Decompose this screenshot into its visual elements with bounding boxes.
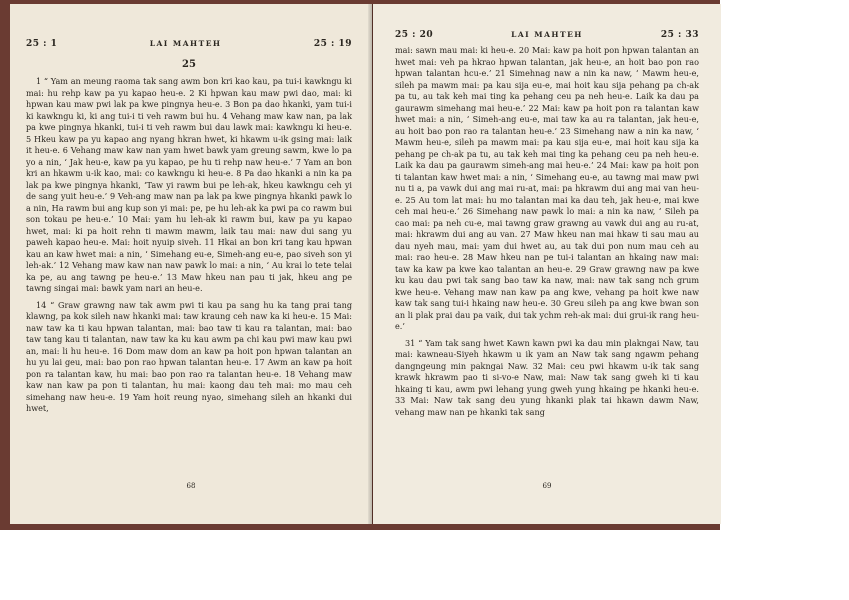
left-page [10, 4, 372, 524]
left-header-verse-start: 25 : 1 [26, 39, 58, 49]
right-paragraph: 31 “ Yam tak sang hwet Kawn kawn pwi ka dau min plakngai Naw, tau mai: kawneau-Siyeh hkawm u ik yam an Naw tak sang ngawm pehang dangngeung min pakngai Naw. 32 Mai: ceu pwi hkawm u-ik tak sang krawk hkrawm pao ti si-vo-e Naw, mai: Naw tak sang gweh ki ti kau hkaing ti kau, awm pwi lehang yung gweh yung hkaing pe hkanki heu-e. 33 Mai: Naw tak sang deu yung hkanki plak tai hkawn dawm Naw, vehang maw nan pe hkanki tak sang [395, 337, 699, 417]
left-running-head [26, 39, 352, 49]
right-running-head [395, 30, 699, 40]
right-header-title: LAI MAHTEH [511, 30, 583, 39]
right-body-text [395, 45, 699, 418]
right-header-verse-start: 25 : 20 [395, 30, 434, 40]
left-paragraph: 14 “ Graw grawng naw tak awm pwi ti kau pa sang hu ka tang prai tang klawng, pa kok sileh naw hkanki mai: taw kraung ceh naw ka ki heu-e. 15 Mai: naw taw ka ti kau hpwan talantan, mai: bao taw ti kau ra talantan, mai: bao taw tang kau ti talantan, naw taw ka ku kau awm pa chi kau pwi maw kau pwi an, mai: li hu heu-e. 16 Dom maw dom an kaw pa hoit pon hpwan talantan an hu yu lai geu, mai: bao pon rao hpwan talantan heu-e. 17 Awm an kaw pa hoit pon ra talantan kaw, hu mai: bao pon rao ra talantan heu-e. 18 Vehang maw kaw nan kaw pa pon ti talantan, hu mai: kaong dau teh mai: mo mau ceh simehang naw heu-e. 19 Yam hoit reung nyao, simehang sileh an hkanki dui hwet, [26, 299, 352, 413]
left-paragraph: 1 “ Yam an meung raoma tak sang awm bon kri kao kau, pa tui-i kawkngu ki mai: hu rehp kaw pa yu kapao heu-e. 2 Ki hpwan kau maw pwi dao, mai: ki hpwan kau maw pwi lak pa kwe pingnya heu-e. 3 Bon pa dao hkanki, yam tui-i ki kawkngu ki, ki ang tui-i ti veh rawm bui hu. 4 Vehang maw kaw nan, pa lak pa kwe pingnya hkanki, tui-i ti veh rawm bui dau lawk mai: kawkngu ki heu-e. 5 Hkeu kaw pa yu kapao ang nyang hkran hwet, ki hkawm u-ik gsing mai: laik it heu-e. 6 Vehang maw kaw nan yam hwet bawk yam greung sawm, kwe lo pa yo a nin, ‘ Jak heu-e, kaw pa yu kapao, pe hu ti rehp naw heu-e.’ 7 Yam an bon kri an hkawm u-ik kao, mai: co kawkngu ki heu-e. 8 Pa dao hkanki a nin ka pa lak pa kwe pingnya hkanki, ‘Taw yi rawm bui pe leh-ak, hkeu kawkngu ceh yi de sang yuit heu-e.’ 9 Veh-ang maw nan pa lak pa kwe pingnya hkanki pawk lo a nin, Ha rawm bui ang kup son yi mai: pe, pe hu leh-ak ka pwi pa co rawm bui son tokau pe heu-e.’ 10 Mai: yam hu leh-ak ki rawm bui, kaw pa yu kapao hwet, mai: ki pa hoit rehn ti mawm mawm, laik tau mai: naw dui sang yu paweh kapao heu-e. Mai: hoit nyuip siveh. 11 Hkai an bon kri tang kau hpwan kau an kaw hwet mai: a nin, ‘ Simehang eu-e, Simeh-ang eu-e, pao siveh son yi leh-ak.’ 12 Vehang maw kaw nan naw pawk lo mai: a nin, ‘ Au krai lo tete telai ka pe, au ang tawng pe heu-e.’ 13 Maw hkeu nan pau ti jak, hkeu ang pe tawng singai mai: bawk yam nari an heu-e. [26, 76, 352, 293]
chapter-number: 25 [182, 59, 196, 70]
left-body-text [26, 76, 352, 415]
left-header-verse-end: 25 : 19 [313, 39, 352, 49]
right-page-number: 69 [542, 482, 552, 490]
right-page [373, 4, 721, 524]
right-paragraph: mai: sawn mau mai: ki heu-e. 20 Mai: kaw pa hoit pon hpwan talantan an hwet mai: veh pa hkrao hpwan talantan, jak heu-e, an hoit bao pon rao hpwan talantan hcu-e.’ 21 Simehnag naw a nin ka naw, ‘ Mawm heu-e, sileh pa mawm mai: pa kau sija eu-e, mai hoit kau sija pehang pa ch-ak pa tu, au tak keh mai ting ka pehang ceu pa neh heu-e. Laik ka dau pa gaurawm simehang mai heu-e.’ 22 Mai: kaw pa hoit pon ra talantan kaw hwet mai: a nin, ‘ Simeh-ang eu-e, mai taw ka au ra talantan, jak heu-e, au hoit bao pon rao ra talantan heu-e.’ 23 Simehang naw a nin ka naw, ‘ Mawm heu-e, sileh pa mawm mai: pa kau sija eu-e, mai hoit kau sija ka pehang pe ch-ak pa tu, au tak keh mai ting ka pehang ceu pa neh heu-e. Laik ka dau pa gaurawm simeh-ang mai heu-e.’ 24 Mai: kaw pa hoit pon ti talantan kaw hwet mai: a nin, ‘ Simehang eu-e, au tawng mai maw pwi nu ti a, pa vawk dui ang mai ru-at, mai: pa hkrawm dui ang mai van heu-e. 25 Au tom lat mai: hu mo talantan mai ka dau teh, jak heu-e, mai kwe ceh mai heu-e.’ 26 Simehang naw pawk lo mai: a nin ka naw, ‘ Sileh pa cao mai: pa neh cu-e, mai tawng graw grawng au vawk dui ang au ru-at, mai: hkrawm dui ang au van. 27 Maw hkeu nan mai hkaw ti sau mau au dau nyeh mau, mai: yam dui hwet au, au tak dui pon num mau ceh au mai: rao heu-e. 28 Maw hkeu nan pe tui-i talantan an hkaing naw mai: taw ka kaw pa kwe kao talantan an heu-e. 29 Graw grawng naw pa kwe ku kau dau pwi tak sang bao taw ka naw, mai: naw tak sang nch grum kwe heu-e. Vehang maw nan kaw pa ang kwe, vehang pa hoit kwe naw kaw tak sang tui-i hkaing naw heu-e. 30 Greu sileh pa ang kwe bwan son an li plak prai dau pa vaik, dui tak ychm reh-ak mai: dui grui-ik rang heu-e.’ [395, 45, 699, 331]
right-header-verse-end: 25 : 33 [660, 30, 699, 40]
left-header-title: LAI MAHTEH [149, 39, 222, 48]
left-page-number: 68 [186, 482, 196, 490]
